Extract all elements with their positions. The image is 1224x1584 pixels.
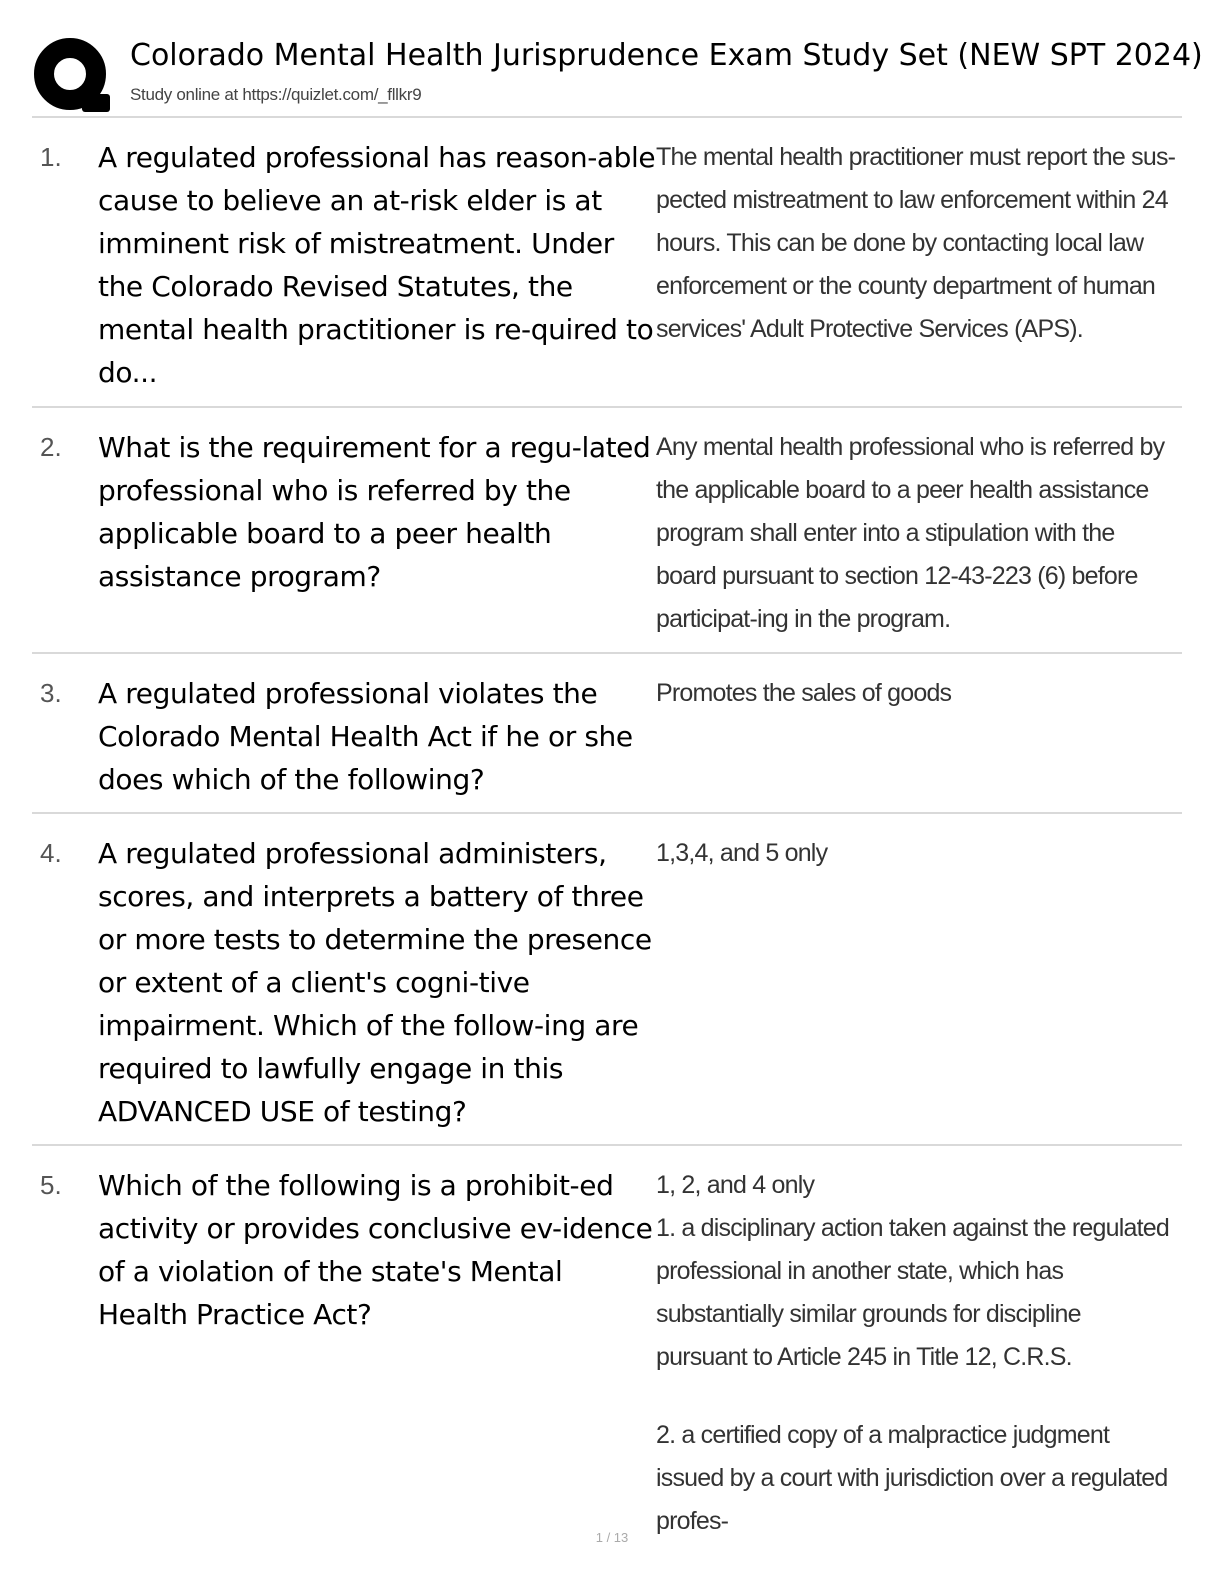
card-term: A regulated professional administers, scores, and interprets a battery of three or more tests to determine the presence or extent of a client's cogni-tive impairment. Which of the follow-ing are required to lawfully engage in this ADVANCED USE of testing?: [98, 837, 652, 1128]
flashcard-3: [32, 654, 1182, 814]
study-online-link[interactable]: Study online at https://quizlet.com/_fllkr9: [130, 85, 422, 104]
flashcard-1: [32, 118, 1182, 408]
card-definition: [656, 832, 1176, 875]
card-number: 2.: [40, 432, 62, 462]
card-term: What is the requirement for a regu-lated professional who is referred by the applicable board to a peer health assistance program?: [98, 431, 651, 593]
definition-text: The mental health practitioner must report the sus-pected mistreatment to law enforcement within 24 hours. This can be done by contacting local law enforcement or the county department of human services' Adult Protective Services (APS).: [656, 143, 1176, 343]
card-number: 4.: [40, 838, 62, 868]
card-term: Which of the following is a prohibit-ed activity or provides conclusive ev-idence of a violation of the state's Mental Health Practice Act?: [98, 1169, 653, 1331]
page-number: 1 / 13: [595, 1530, 629, 1545]
definition-text: 1,3,4, and 5 only: [656, 839, 828, 867]
card-term: A regulated professional has reason-able cause to believe an at-risk elder is at imminent risk of mistreatment. Under the Colorado Revised Statutes, the mental health practitioner is re-quired to do...: [98, 141, 656, 389]
card-number: 1.: [40, 142, 62, 172]
page-title: Colorado Mental Health Jurisprudence Exam Study Set (NEW SPT 2024): [130, 38, 1203, 73]
definition-item-2: 2. a certified copy of a malpractice judgment issued by a court with jurisdiction over a regulated profes-: [656, 1421, 1168, 1535]
definition-text: Promotes the sales of goods: [656, 679, 952, 707]
definition-answer: 1, 2, and 4 only: [656, 1171, 815, 1199]
card-number: 3.: [40, 678, 62, 708]
flashcard-5: [32, 1146, 1182, 1535]
card-definition: [656, 426, 1176, 641]
card-term: A regulated professional violates the Colorado Mental Health Act if he or she does which of the following?: [98, 677, 633, 796]
card-definition: [656, 672, 1176, 715]
flashcard-2: [32, 408, 1182, 654]
quizlet-logo-icon: [32, 36, 112, 116]
card-definition: [656, 1164, 1176, 1543]
flashcard-4: [32, 814, 1182, 1146]
card-number: 5.: [40, 1170, 62, 1200]
definition-text: Any mental health professional who is referred by the applicable board to a peer health assistance program shall enter into a stipulation with the board pursuant to section 12-43-223 (6) before participat-ing in the program.: [656, 433, 1165, 633]
card-definition: [656, 136, 1176, 351]
page-header: [32, 28, 1203, 116]
definition-item-1: 1. a disciplinary action taken against the regulated professional in another state, which has substantially similar grounds for discipline pursuant to Article 245 in Title 12, C.R.S.: [656, 1214, 1169, 1371]
